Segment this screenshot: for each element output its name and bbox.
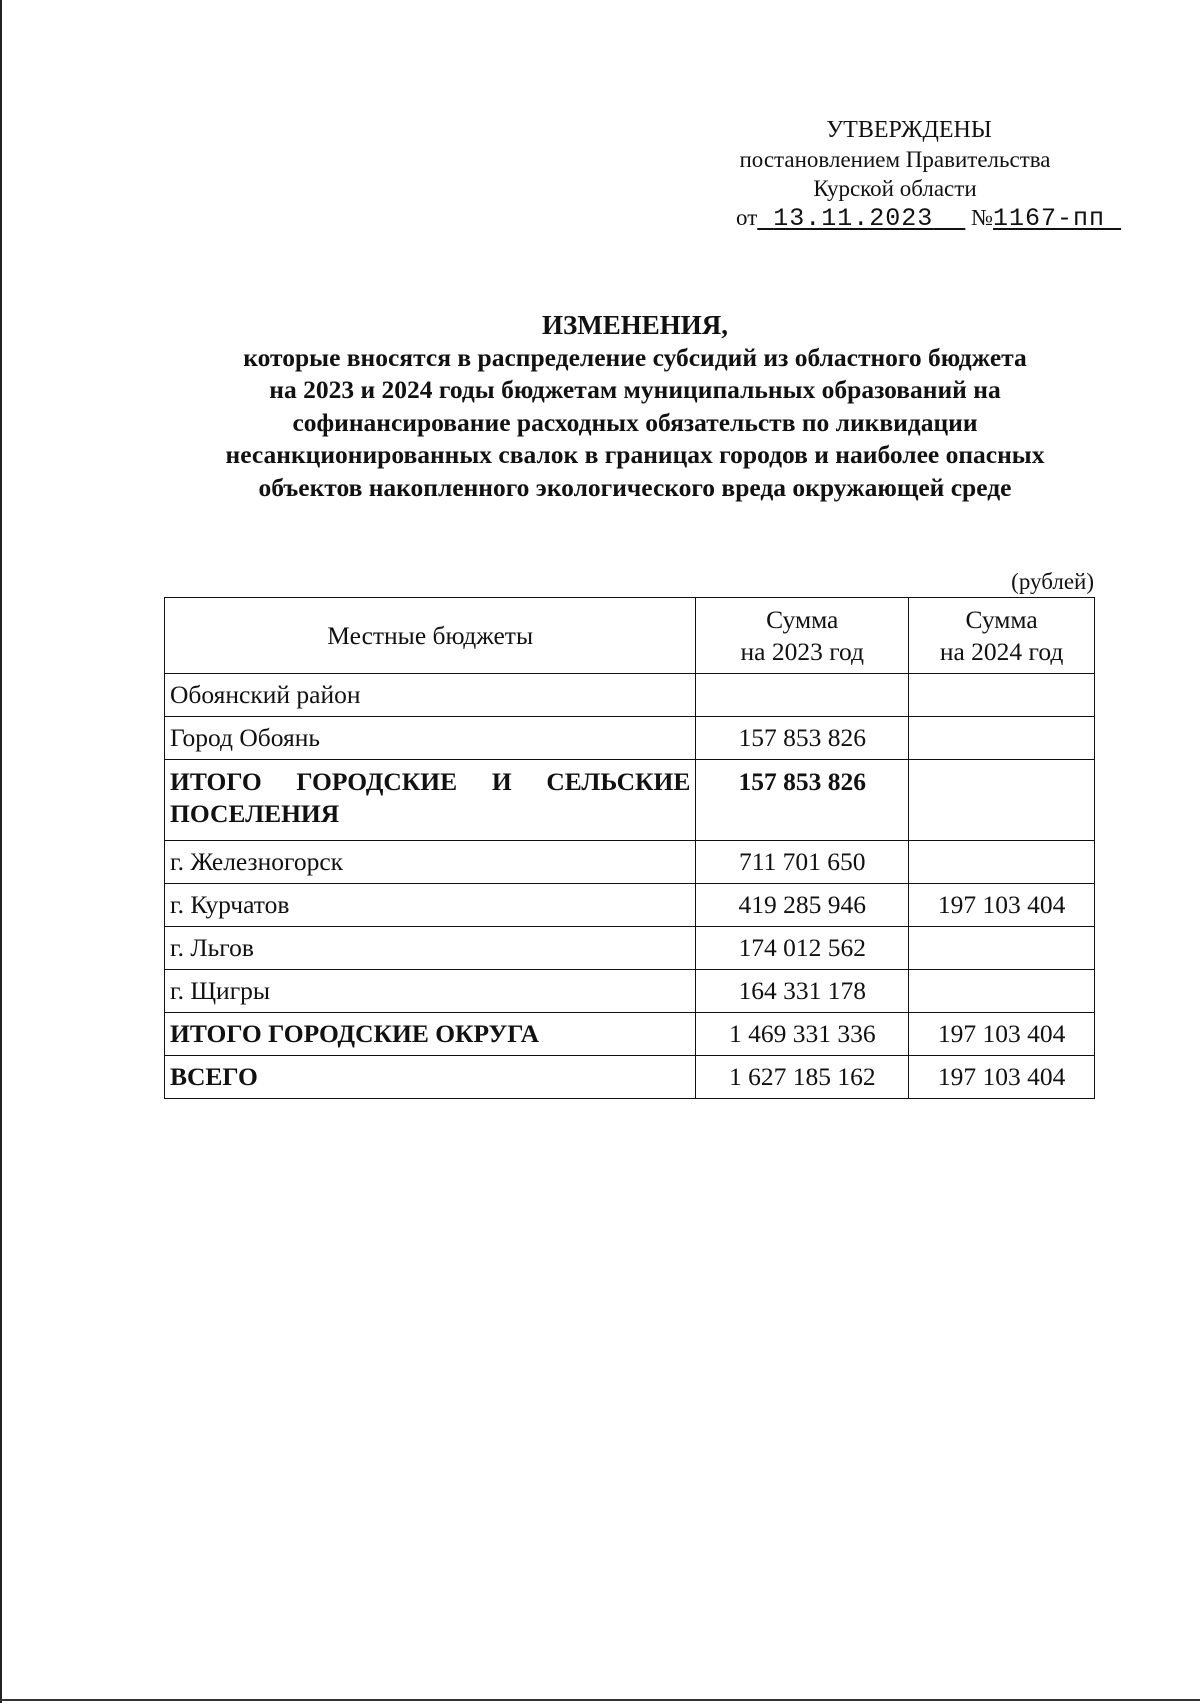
page-bottom-border	[0, 1699, 1200, 1701]
header-sum-2024: Сумма на 2024 год	[909, 598, 1095, 674]
header-sum-2023: Сумма на 2023 год	[696, 598, 909, 674]
row-sum-2023: 1 627 185 162	[696, 1056, 909, 1099]
approval-title: УТВЕРЖДЕНЫ	[826, 117, 992, 143]
row-sum-2024	[909, 674, 1095, 717]
table-row	[165, 884, 1095, 927]
table-row	[165, 970, 1095, 1013]
row-name: ИТОГО ГОРОДСКИЕ И СЕЛЬСКИЕ ПОСЕЛЕНИЯ	[165, 760, 696, 841]
date-prefix: от	[736, 205, 758, 230]
document-heading	[170, 309, 1100, 504]
row-sum-2024	[909, 841, 1095, 884]
heading-line-2: на 2023 и 2024 годы бюджетам муниципальных образований на	[269, 375, 1001, 404]
row-sum-2023: 157 853 826	[696, 760, 909, 841]
budget-table	[164, 597, 1095, 1099]
row-sum-2024: 197 103 404	[909, 1056, 1095, 1099]
header-local-budgets: Местные бюджеты	[165, 598, 696, 674]
heading-line-1: которые вносятся в распределение субсидий из областного бюджета	[243, 342, 1027, 372]
row-name: г. Щигры	[165, 970, 696, 1013]
row-sum-2024	[909, 717, 1095, 760]
heading-line-5: объектов накопленного экологического вреда окружающей среде	[258, 472, 1012, 502]
page-left-border	[0, 0, 2, 1703]
row-name: г. Железногорск	[165, 841, 696, 884]
row-sum-2024	[909, 760, 1095, 841]
number-prefix: №	[971, 205, 994, 230]
heading-title: ИЗМЕНЕНИЯ,	[541, 310, 728, 340]
row-name: г. Курчатов	[165, 884, 696, 927]
row-name: Город Обоянь	[165, 717, 696, 760]
table-row	[165, 717, 1095, 760]
row-sum-2023: 174 012 562	[696, 927, 909, 970]
row-sum-2023: 157 853 826	[696, 717, 909, 760]
row-name: ИТОГО ГОРОДСКИЕ ОКРУГА	[165, 1013, 696, 1056]
approval-date: 13.11.2023	[773, 204, 934, 233]
row-sum-2023	[696, 674, 909, 717]
table-row	[165, 841, 1095, 884]
approval-number: 1167-пп	[993, 204, 1106, 233]
row-sum-2024	[909, 970, 1095, 1013]
row-sum-2023: 711 701 650	[696, 841, 909, 884]
row-name: г. Льгов	[165, 927, 696, 970]
units-label: (рублей)	[1011, 569, 1094, 594]
row-name: Обоянский район	[165, 674, 696, 717]
row-sum-2023: 164 331 178	[696, 970, 909, 1013]
table-row	[165, 927, 1095, 970]
approval-line-1: постановлением Правительства	[739, 147, 1051, 172]
table-row-total	[165, 1056, 1095, 1099]
table-row-subtotal	[165, 760, 1095, 841]
table-header-row	[165, 598, 1095, 674]
row-sum-2024: 197 103 404	[909, 884, 1095, 927]
table-row	[165, 674, 1095, 717]
approval-date-line	[736, 204, 1106, 233]
heading-line-4: несанкционированных свалок в границах городов и наиболее опасных	[225, 440, 1045, 469]
row-sum-2024	[909, 927, 1095, 970]
approval-line-2: Курской области	[813, 176, 977, 201]
row-sum-2023: 419 285 946	[696, 884, 909, 927]
row-sum-2024: 197 103 404	[909, 1013, 1095, 1056]
table-row-subtotal	[165, 1013, 1095, 1056]
row-name: ВСЕГО	[165, 1056, 696, 1099]
heading-line-3: софинансирование расходных обязательств по ликвидации	[292, 407, 978, 437]
row-sum-2023: 1 469 331 336	[696, 1013, 909, 1056]
approval-block	[690, 116, 1100, 203]
